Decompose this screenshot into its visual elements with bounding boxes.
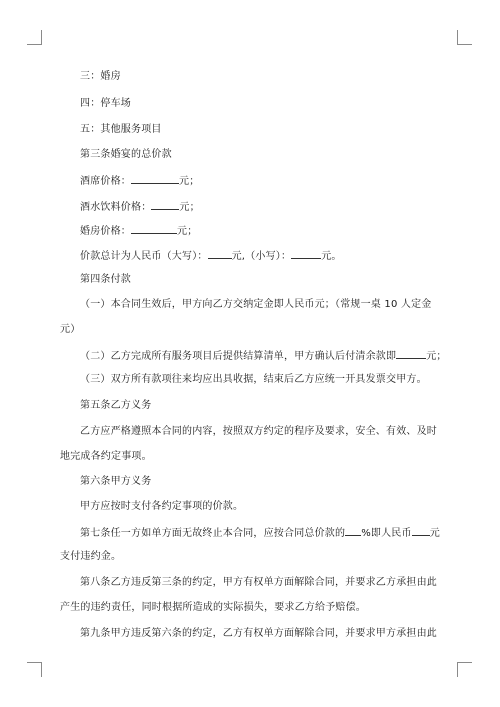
crop-mark-top-right [457, 30, 472, 45]
text: %即人民币 [361, 528, 412, 539]
line-banquet-price [80, 174, 199, 188]
unit: 元； [426, 351, 447, 362]
heading-article-5 [80, 400, 151, 412]
line-room-price [80, 224, 197, 238]
text: 甲方应按时支付各约定事项的价款。 [80, 501, 244, 512]
line-party-b-duty-cont [60, 451, 152, 463]
label: 酒席价格： [80, 176, 131, 187]
unit: 元； [177, 226, 198, 237]
text: 第六条甲方义务 [80, 476, 152, 487]
text: （三）双方所有款项往来均应出具收据，结束后乙方应统一开具发票交甲方。 [80, 374, 427, 385]
line-payment-1-cont [60, 324, 80, 336]
text: 第五条乙方义务 [80, 400, 152, 411]
text: 第四条付款 [80, 274, 131, 285]
blank-field [345, 526, 361, 536]
text: 三：婚房 [80, 71, 121, 82]
line-payment-1 [80, 299, 431, 311]
blank-field [208, 249, 232, 259]
heading-article-4 [80, 274, 131, 286]
unit: 元 [429, 528, 440, 539]
unit: 元； [179, 202, 200, 213]
line-payment-2 [80, 349, 447, 363]
blank-field [151, 200, 179, 210]
line-article-7-cont [60, 551, 121, 563]
blank-field [131, 174, 179, 184]
text: （二）乙方完成所有服务项目后提供结算清单，甲方确认后付清余款即 [80, 351, 397, 362]
text: 第七条任一方如单方面无故终止本合同，应按合同总价款的 [80, 528, 346, 539]
blank-field [412, 526, 430, 536]
text: 五：其他服务项目 [80, 124, 162, 135]
label: 婚房价格： [80, 226, 131, 237]
crop-mark-bottom-right [457, 662, 472, 677]
label: 元,（小写）： [231, 251, 292, 262]
text: 第三条婚宴的总价款 [80, 149, 172, 160]
blank-field [396, 349, 426, 359]
unit: 元； [179, 176, 200, 187]
text: （一）本合同生效后，甲方向乙方交纳定金即人民币元；（常规一桌 10 人定金 [80, 299, 432, 310]
blank-field [291, 249, 321, 259]
text: 元） [60, 324, 81, 335]
line-parking [80, 98, 131, 110]
text: 乙方应严格遵照本合同的内容，按照双方约定的程序及要求，安全、有效、及时 [80, 426, 437, 437]
heading-article-6 [80, 476, 151, 488]
line-other-services [80, 124, 162, 136]
line-article-8-cont [60, 602, 366, 614]
label: 酒水饮料价格： [80, 202, 152, 213]
text: 产生的违约责任，同时根据所造成的实际损失，要求乙方给予赔偿。 [60, 602, 366, 613]
text: 第八条乙方违反第三条的约定，甲方有权单方面解除合同，并要求乙方承担由此 [80, 577, 437, 588]
line-party-b-duty [80, 426, 437, 438]
crop-mark-top-left [27, 30, 42, 45]
line-article-7 [80, 526, 440, 540]
line-drinks-price [80, 200, 200, 214]
crop-mark-bottom-left [27, 662, 42, 677]
heading-article-3 [80, 149, 172, 161]
line-venue-room [80, 71, 121, 83]
text: 地完成各约定事项。 [60, 451, 152, 462]
label: 价款总计为人民币（大写）： [80, 251, 208, 262]
blank-field [131, 224, 177, 234]
line-payment-3 [80, 374, 427, 386]
line-article-9 [80, 628, 437, 640]
line-party-a-duty [80, 501, 243, 513]
text: 第九条甲方违反第六条的约定，乙方有权单方面解除合同，并要求甲方承担由此 [80, 628, 437, 639]
line-total-price [80, 249, 342, 263]
text: 四：停车场 [80, 98, 131, 109]
line-article-8 [80, 577, 437, 589]
text: 支付违约金。 [60, 551, 122, 562]
unit: 元。 [321, 251, 342, 262]
